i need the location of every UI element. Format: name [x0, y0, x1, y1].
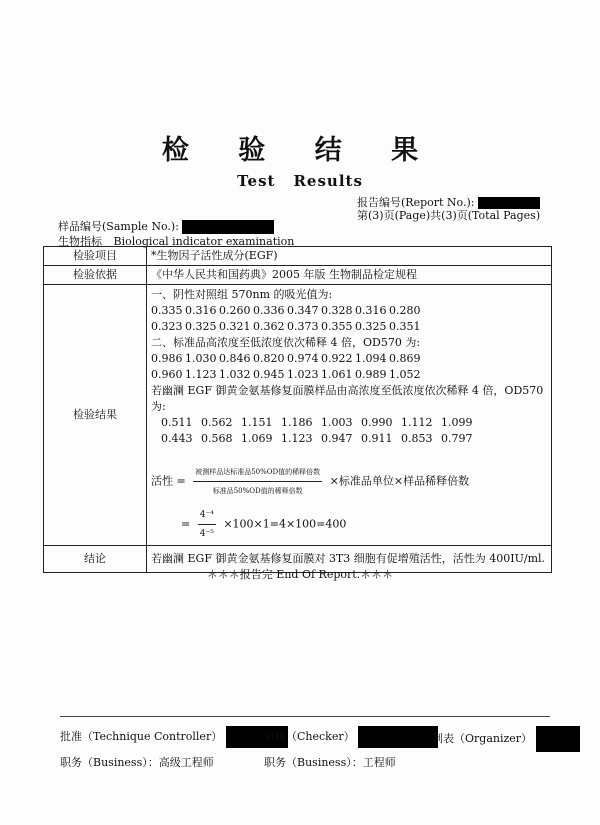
value-cell: 0.989 [355, 368, 387, 381]
value-cell: 0.280 [389, 304, 421, 317]
results-table [43, 246, 552, 573]
value-cell: 1.003 [321, 416, 353, 429]
table-row [44, 247, 552, 266]
sample-no-label: 样品编号(Sample No.): [58, 220, 179, 233]
signature-divider [60, 716, 550, 717]
value-cell: 0.323 [151, 320, 183, 333]
value-cell: 0.336 [253, 304, 285, 317]
value-cell: 1.094 [355, 352, 387, 365]
value-cell: 0.260 [219, 304, 251, 317]
row-value: *生物因子活性成分(EGF) [147, 247, 552, 266]
activity-formula [151, 463, 547, 500]
page-subtitle [0, 172, 600, 190]
make-label: 制表（Organizer） [432, 732, 533, 745]
value-cell: 0.568 [201, 432, 233, 445]
value-cell: 0.960 [151, 368, 183, 381]
formula-fraction [193, 463, 322, 500]
value-cell: 0.328 [321, 304, 353, 317]
page-info: 第(3)页(Page)共(3)页(Total Pages) [357, 209, 541, 222]
value-cell: 0.945 [253, 368, 285, 381]
indicator-en: Biological indicator examination [113, 235, 295, 248]
value-cell: 0.797 [441, 432, 473, 445]
value-cell: 1.123 [185, 368, 217, 381]
value-cell: 0.351 [389, 320, 421, 333]
value-cell: 1.112 [401, 416, 433, 429]
value-cell: 0.321 [219, 320, 251, 333]
value-cell: 0.974 [287, 352, 319, 365]
sample-no [58, 218, 274, 234]
subtitle-word-results: Results [293, 172, 363, 190]
value-cell: 1.069 [241, 432, 273, 445]
value-cell: 0.869 [389, 352, 421, 365]
value-cell: 0.335 [151, 304, 183, 317]
value-cell: 1.151 [241, 416, 273, 429]
values-row [151, 303, 547, 319]
fraction-numerator: 4⁻⁴ [198, 506, 216, 525]
value-cell: 1.123 [281, 432, 313, 445]
values-row [161, 415, 547, 431]
values-row [161, 431, 547, 447]
value-cell: 0.443 [161, 432, 193, 445]
value-cell: 0.562 [201, 416, 233, 429]
row-label: 检验依据 [44, 266, 147, 285]
activity-label: 活性 = [151, 474, 186, 488]
values-row [151, 351, 547, 367]
end-of-report: ＊＊＊报告完 End Of Report.＊＊＊ [206, 568, 394, 581]
value-cell: 1.061 [321, 368, 353, 381]
business-2: 职务（Business）：工程师 [264, 756, 396, 769]
values-row [151, 319, 547, 335]
subtitle-word-test: Test [237, 172, 276, 190]
check-field [264, 726, 438, 748]
values-row [151, 367, 547, 383]
table-row [44, 266, 552, 285]
value-cell: 0.986 [151, 352, 183, 365]
value-cell: 0.511 [161, 416, 193, 429]
table-row [44, 285, 552, 546]
section-title: 若幽澜 EGF 御黄金氨基修复面膜样品由高浓度至低浓度依次稀释 4 倍，OD570 为: [151, 384, 544, 413]
fraction-numerator: 被测样品达标准品50%OD值的稀释倍数 [193, 463, 322, 482]
equation-fraction [198, 506, 216, 543]
page-title: 检 验 结 果 [161, 135, 439, 166]
business-1: 职务（Business）：高级工程师 [60, 756, 214, 769]
value-cell: 0.922 [321, 352, 353, 365]
approve-field [60, 726, 288, 748]
activity-equation: = $\frac{\text{4⁻⁴}}{\text{4⁻⁵}}$ ×100×1=4×100=400 [181, 506, 547, 543]
value-cell: 0.325 [355, 320, 387, 333]
value-cell: 0.373 [287, 320, 319, 333]
row-value: 若幽澜 EGF 御黄金氨基修复面膜对 3T3 细胞有促增殖活性，活性为 400IU/ml. [147, 546, 552, 573]
value-cell: 1.099 [441, 416, 473, 429]
check-label: 审核（Checker） [264, 730, 355, 743]
row-label: 检验项目 [44, 247, 147, 266]
value-cell: 0.355 [321, 320, 353, 333]
section-title: 一、阴性对照组 570nm 的吸光值为: [151, 288, 333, 301]
results-cell [147, 285, 552, 546]
value-cell: 0.947 [321, 432, 353, 445]
row-label: 检验结果 [44, 285, 147, 546]
row-label: 结论 [44, 546, 147, 573]
value-cell: 0.316 [185, 304, 217, 317]
fraction-denominator: 标准品50%OD值的稀释倍数 [212, 487, 303, 495]
indicator-label: 生物指标 [58, 235, 102, 248]
value-cell: 0.820 [253, 352, 285, 365]
make-field [432, 726, 580, 752]
value-cell: 1.023 [287, 368, 319, 381]
value-cell: 1.030 [185, 352, 217, 365]
value-cell: 0.362 [253, 320, 285, 333]
value-cell: 0.990 [361, 416, 393, 429]
value-cell: 0.853 [401, 432, 433, 445]
value-cell: 0.911 [361, 432, 393, 445]
value-cell: 0.347 [287, 304, 319, 317]
value-cell: 1.032 [219, 368, 251, 381]
redacted-signature [358, 726, 438, 748]
equation-tail: ×100×1=4×100=400 [223, 517, 347, 531]
fraction-denominator: 4⁻⁵ [199, 529, 214, 539]
value-cell: 0.316 [355, 304, 387, 317]
row-value: 《中华人民共和国药典》2005 年版 生物制品检定规程 [147, 266, 552, 285]
redacted-block [182, 220, 274, 234]
value-cell: 1.052 [389, 368, 421, 381]
approve-label: 批准（Technique Controller） [60, 730, 223, 743]
section-title: 二、标准品高浓度至低浓度依次稀释 4 倍，OD570 为: [151, 336, 421, 349]
report-no-label: 报告编号(Report No.): [357, 196, 475, 209]
activity-tail: ×标准品单位×样品稀释倍数 [329, 474, 470, 488]
value-cell: 1.186 [281, 416, 313, 429]
redacted-signature [536, 726, 580, 752]
value-cell: 0.846 [219, 352, 251, 365]
value-cell: 0.325 [185, 320, 217, 333]
